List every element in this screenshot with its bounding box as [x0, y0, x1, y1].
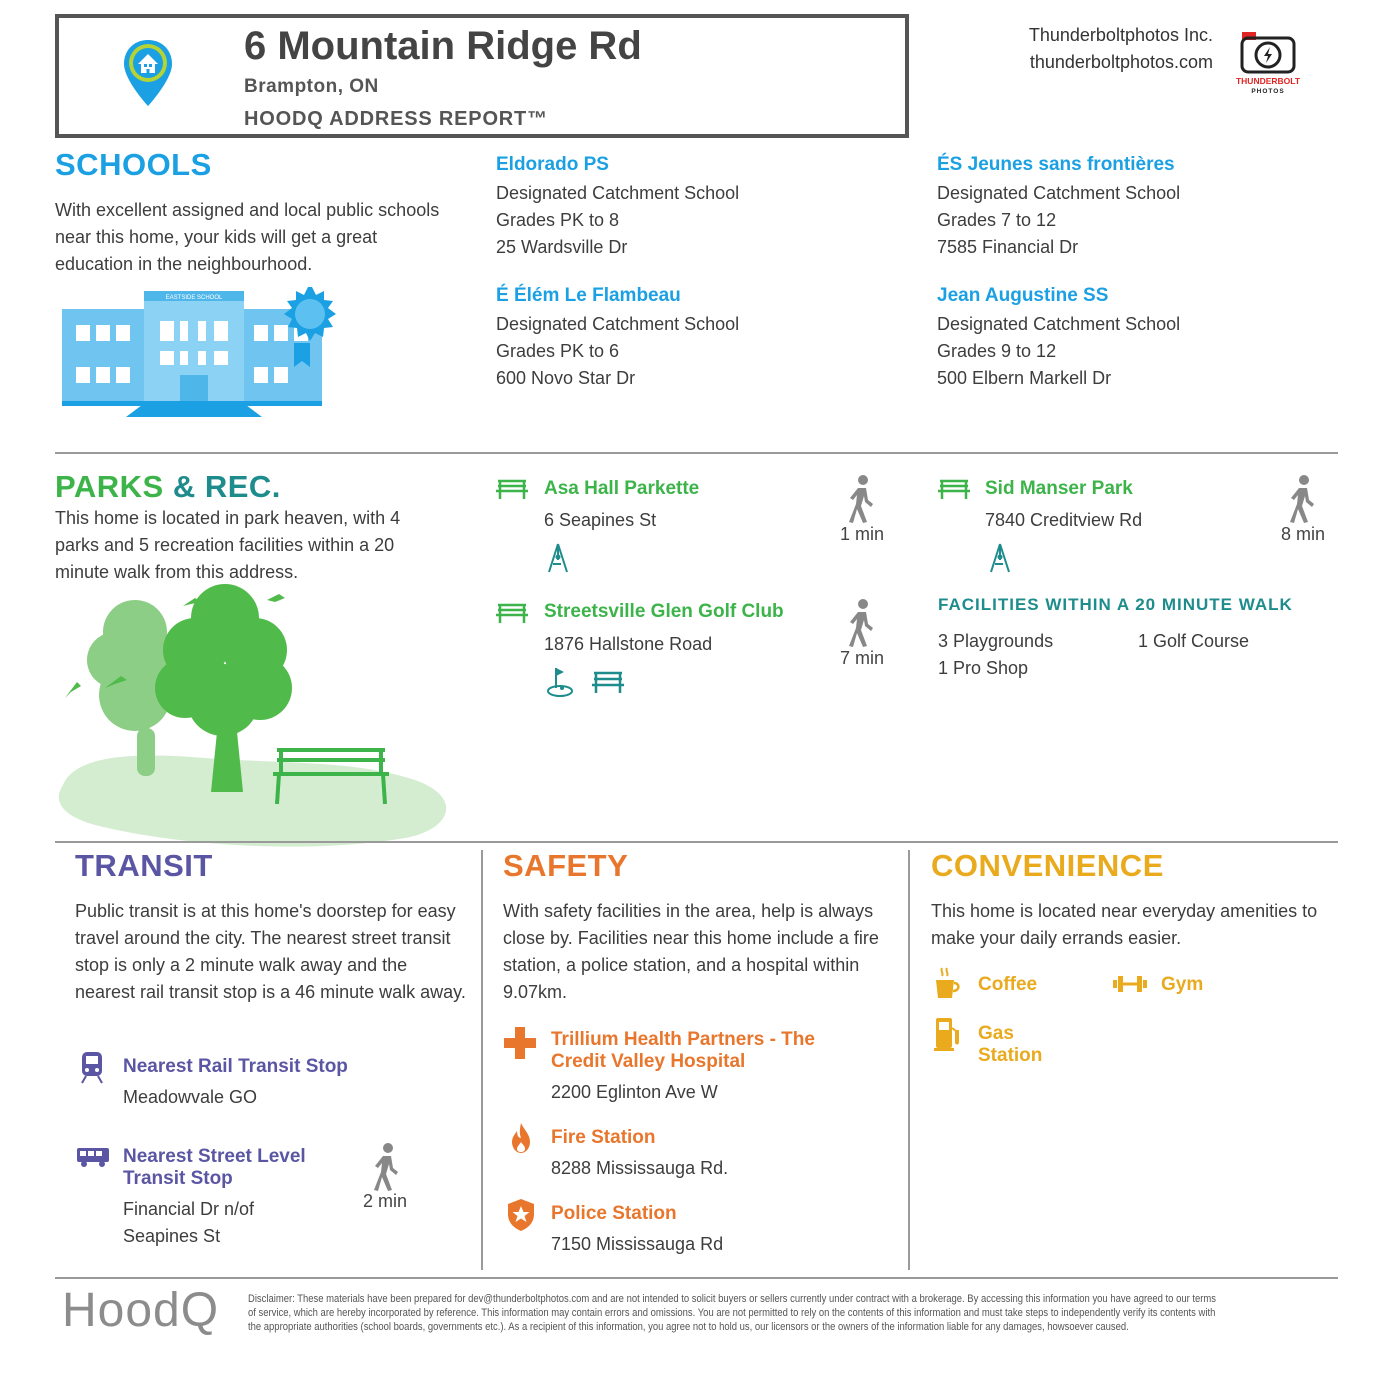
convenience-description: This home is located near everyday amenities to make your daily errands easier. [931, 901, 1318, 948]
school-grades: Grades 7 to 12 [937, 210, 1057, 230]
transit-title: TRANSIT [75, 848, 213, 883]
school-card[interactable] [496, 285, 739, 392]
safety-description: With safety facilities in the area, help is always close by. Facilities near this home include a fire station, a police station, and a hospital within 9.07km. [503, 901, 879, 1002]
logo-text-bottom: PHOTOS [1251, 88, 1285, 95]
walking-person-icon [847, 598, 877, 648]
hospital-name-line2: Credit Valley Hospital [551, 1051, 746, 1072]
fire-station-address: 8288 Mississauga Rd. [551, 1158, 729, 1178]
location-pin-icon [122, 38, 174, 108]
school-grades: Grades PK to 8 [496, 210, 620, 230]
park-name[interactable]: Sid Manser Park [985, 478, 1133, 499]
safety-title: SAFETY [503, 848, 629, 883]
report-label: HOODQ ADDRESS REPORT™ [244, 108, 548, 130]
park-bench-icon [496, 602, 528, 624]
school-grades: Grades 9 to 12 [937, 341, 1057, 361]
parks-title [55, 469, 281, 505]
school-card[interactable] [937, 154, 1180, 261]
park-address: 7840 Creditview Rd [985, 510, 1143, 530]
street-stop-value-line2: Seapines St [123, 1226, 221, 1246]
school-name[interactable]: Jean Augustine SS [937, 285, 1109, 306]
train-icon [80, 1050, 104, 1084]
park-illustration [55, 580, 455, 848]
school-address: 500 Elbern Markell Dr [937, 368, 1112, 388]
pro-shop-bench-icon [592, 670, 624, 694]
school-name[interactable]: ÉS Jeunes sans frontières [937, 154, 1175, 175]
school-address: 25 Wardsville Dr [496, 237, 628, 257]
golf-course-icon [546, 666, 574, 698]
park-address: 1876 Hallstone Road [544, 634, 713, 654]
convenience-title: CONVENIENCE [931, 848, 1164, 883]
company-name: Thunderboltphotos Inc. [1028, 25, 1213, 45]
section-divider [55, 452, 1338, 454]
school-building-illustration [62, 283, 347, 418]
gas-station-label-line1: Gas [978, 1023, 1014, 1044]
park-address: 6 Seapines St [544, 510, 657, 530]
police-station-label[interactable]: Police Station [551, 1203, 677, 1224]
gym-label[interactable]: Gym [1161, 974, 1204, 995]
facilities-title: FACILITIES WITHIN A 20 MINUTE WALK [938, 595, 1293, 614]
hoodq-logo[interactable]: HoodQ [62, 1284, 220, 1337]
walk-time: 8 min [1280, 524, 1325, 544]
walking-person-icon [372, 1142, 402, 1192]
disclaimer-clip [1338, 1288, 1392, 1338]
park-name[interactable]: Asa Hall Parkette [544, 478, 700, 499]
company-website[interactable]: thunderboltphotos.com [1029, 52, 1213, 72]
walking-person-icon [1288, 474, 1318, 524]
column-divider [908, 850, 910, 1270]
hospital-cross-icon [503, 1026, 537, 1060]
disclaimer-line: the appropriate authorities (school boards, governments etc.). As a recipient of this information, you agree not to hold us, our licensors or the owners of the information liable for any damages, howsoever caused. [248, 1321, 1129, 1333]
facility-item: 3 Playgrounds [938, 631, 1054, 651]
playground-swing-icon [988, 542, 1012, 574]
gas-station-label[interactable] [978, 1023, 1042, 1067]
fire-flame-icon [510, 1122, 532, 1154]
address-title: 6 Mountain Ridge Rd [244, 24, 642, 68]
school-type: Designated Catchment School [496, 183, 740, 203]
walk-time: 1 min [839, 524, 884, 544]
park-name[interactable]: Streetsville Glen Golf Club [544, 601, 784, 622]
hospital-address: 2200 Eglinton Ave W [551, 1082, 718, 1102]
rail-stop-value: Meadowvale GO [123, 1087, 258, 1107]
schools-title: SCHOOLS [55, 147, 212, 182]
address-city: Brampton, ON [244, 76, 379, 97]
company-info [1029, 22, 1213, 76]
walk-time: 7 min [839, 648, 884, 668]
fire-station-label[interactable]: Fire Station [551, 1127, 656, 1148]
parks-title-a: PARKS [55, 469, 164, 504]
disclaimer-line: Disclaimer: These materials have been prepared for dev@thunderboltphotos.com and are not intended to solicit buyers or sellers currently under contract with a brokerage. By accessing this information you have agreed to our terms [248, 1293, 1217, 1305]
rail-stop-label[interactable]: Nearest Rail Transit Stop [123, 1056, 348, 1077]
disclaimer-line: of service, which are hereby incorporated by reference. This information may contain errors and omissions. You are not permitted to rely on the contents of this information and must take steps to independently verify its contents with [248, 1307, 1216, 1319]
parks-title-b: & REC. [172, 469, 281, 504]
park-bench-icon [496, 478, 528, 500]
school-card[interactable] [496, 154, 739, 261]
school-type: Designated Catchment School [937, 183, 1181, 203]
school-name[interactable]: Eldorado PS [496, 154, 609, 175]
school-sign: EASTSIDE SCHOOL [165, 295, 223, 301]
school-type: Designated Catchment School [496, 314, 740, 334]
school-grades: Grades PK to 6 [496, 341, 620, 361]
school-type: Designated Catchment School [937, 314, 1181, 334]
school-address: 600 Novo Star Dr [496, 368, 636, 388]
footer-divider [55, 1277, 1338, 1279]
hospital-name-line1: Trillium Health Partners - The [551, 1029, 815, 1050]
facility-item: 1 Pro Shop [938, 658, 1029, 678]
parks-description: This home is located in park heaven, with 4 parks and 5 recreation facilities within a 20 minute walk from this address. [55, 508, 401, 582]
logo-text-top: THUNDERBOLT [1235, 76, 1301, 86]
column-divider [481, 850, 483, 1270]
school-card[interactable] [937, 285, 1180, 392]
bus-icon [76, 1146, 110, 1168]
police-station-address: 7150 Mississauga Rd [551, 1234, 724, 1254]
transit-description: Public transit is at this home's doorstep for easy travel around the city. The nearest street transit stop is only a 2 minute walk away and the nearest rail transit stop is a 46 minute walk away. [75, 901, 466, 1002]
street-stop-label[interactable] [123, 1146, 306, 1190]
walking-person-icon [847, 474, 877, 524]
walk-time: 2 min [362, 1191, 407, 1211]
police-badge-icon [507, 1198, 535, 1232]
street-stop-value-line1: Financial Dr n/of [123, 1199, 255, 1219]
thunderbolt-camera-logo [1228, 28, 1308, 96]
gas-pump-icon [934, 1016, 960, 1052]
playground-swing-icon [546, 542, 570, 574]
coffee-label[interactable]: Coffee [978, 974, 1038, 995]
facility-item: 1 Golf Course [1138, 631, 1250, 651]
street-stop-label-line2: Transit Stop [123, 1168, 233, 1189]
coffee-cup-icon [934, 966, 960, 1000]
hospital-name[interactable] [551, 1029, 815, 1073]
gym-dumbbell-icon [1112, 974, 1148, 994]
street-stop-label-line1: Nearest Street Level [123, 1146, 306, 1167]
schools-description: With excellent assigned and local public schools near this home, your kids will get a great education in the neighbourhood. [55, 200, 440, 274]
school-name[interactable]: É Élém Le Flambeau [496, 285, 681, 306]
gas-station-label-line2: Station [978, 1045, 1043, 1066]
section-divider [55, 841, 1338, 843]
park-bench-icon [938, 478, 970, 500]
disclaimer [248, 1292, 1338, 1334]
school-address: 7585 Financial Dr [937, 237, 1079, 257]
street-stop-value [123, 1196, 254, 1250]
